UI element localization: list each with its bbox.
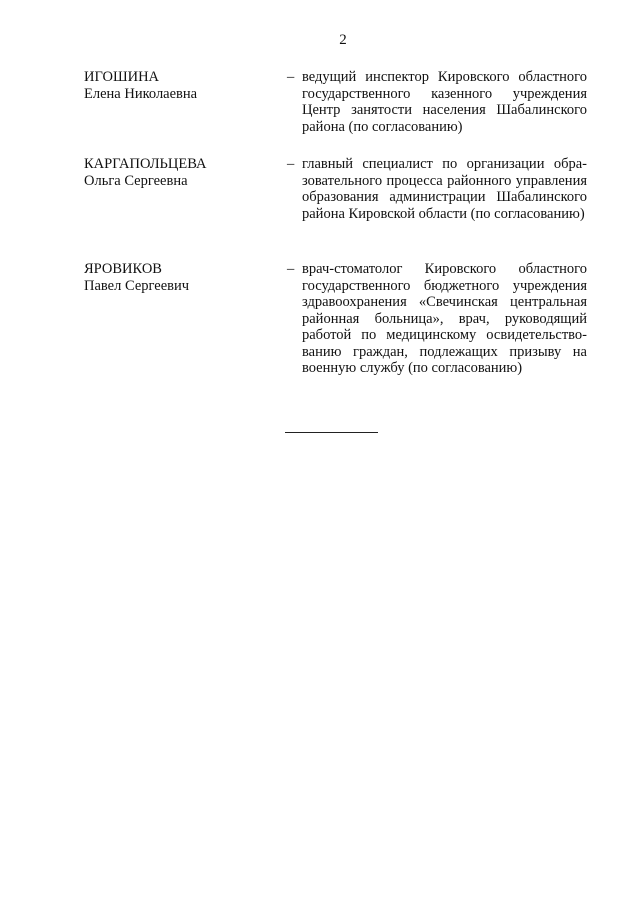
page-number: 2	[339, 32, 347, 48]
member-name	[84, 69, 274, 102]
member-position: ведущий инспектор Кировского областного государственного казенного учреждения Центр занятости населения Шабалинского района (по согласованию)	[302, 69, 587, 135]
member-surname: КАРГАПОЛЬЦЕВА	[84, 156, 207, 172]
entry-dash: –	[287, 69, 295, 85]
end-of-list-rule	[285, 432, 378, 433]
entry-dash: –	[287, 261, 295, 277]
member-surname: ЯРОВИКОВ	[84, 261, 162, 277]
member-name	[84, 261, 274, 294]
member-given-names: Павел Сергеевич	[84, 277, 190, 294]
member-given-names: Елена Николаевна	[84, 85, 198, 102]
member-surname: ИГОШИНА	[84, 69, 160, 85]
member-given-names: Ольга Сергеевна	[84, 172, 188, 189]
entry-dash: –	[287, 156, 295, 172]
member-position: главный специалист по организации образовательного процесса районного управления образования администрации Шабалинского района Кировской области (по согласованию)	[302, 156, 587, 222]
member-name	[84, 156, 274, 189]
member-position: врач-стоматолог Кировского областного государственного бюджетного учреждения здравоохранения «Свечинская центральная районная больница», врач, руководящий работой по медицинскому освидетельствованию граждан, подлежащих призыву на военную службу (по согласованию)	[302, 261, 587, 376]
